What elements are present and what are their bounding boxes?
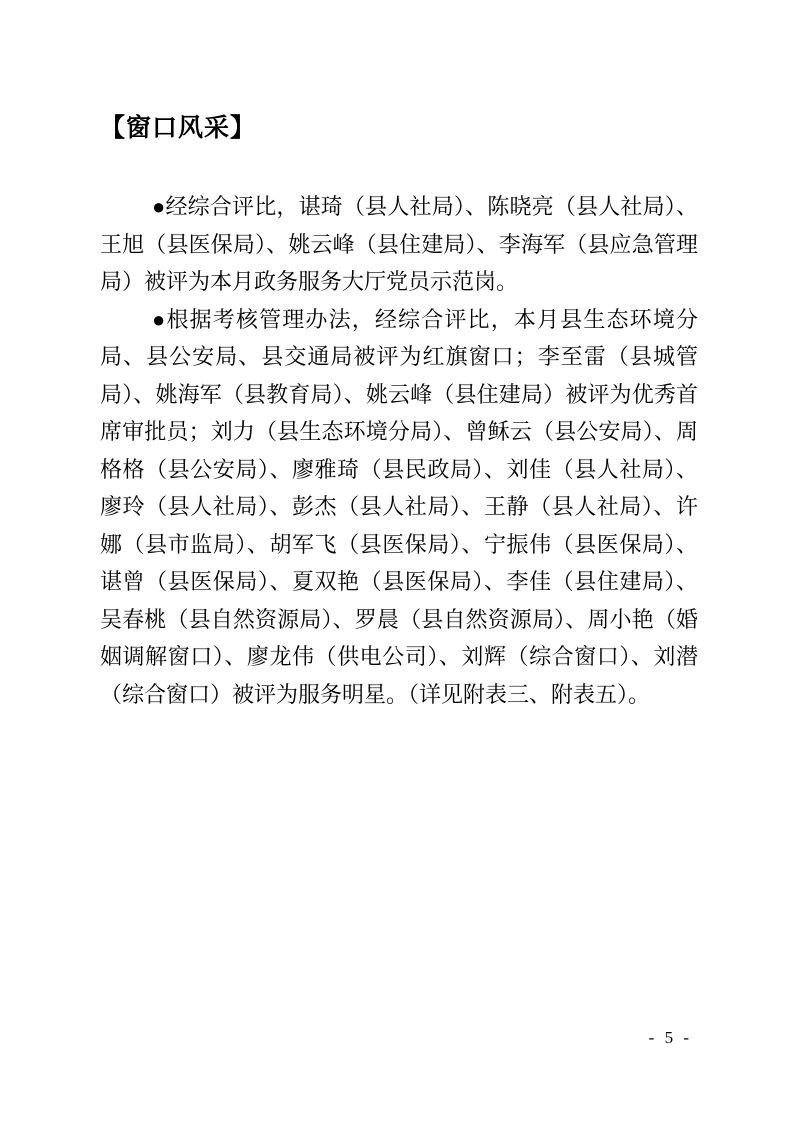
- paragraph-party-demonstration-posts: ●经综合评比，谌琦（县人社局）、陈晓亮（县人社局）、王旭（县医保局）、姚云峰（县住建局）、李海军（县应急管理局）被评为本月政务服务大厅党员示范岗。: [100, 194, 698, 294]
- section-heading: 【窗口风采】: [100, 114, 257, 142]
- document-body: [100, 188, 698, 713]
- page-number: - 5 -: [648, 1028, 692, 1047]
- paragraph-window-evaluation-results: ●根据考核管理办法，经综合评比，本月县生态环境分局、县公安局、县交通局被评为红旗窗口；李至雷（县城管局）、姚海军（县教育局）、姚云峰（县住建局）被评为优秀首席审批员；刘力（县生态环境分局）、曾稣云（县公安局）、周格格（县公安局）、廖雅琦（县民政局）、刘佳（县人社局）、廖玲（县人社局）、彭杰（县人社局）、王静（县人社局）、许娜（县市监局）、胡军飞（县医保局）、宁振伟（县医保局）、谌曾（县医保局）、夏双艳（县医保局）、李佳（县住建局）、吴春桃（县自然资源局）、罗晨（县自然资源局）、周小艳（婚姻调解窗口）、廖龙伟（供电公司）、刘辉（综合窗口）、刘潜（综合窗口）被评为服务明星。（详见附表三、附表五）。: [100, 306, 698, 707]
